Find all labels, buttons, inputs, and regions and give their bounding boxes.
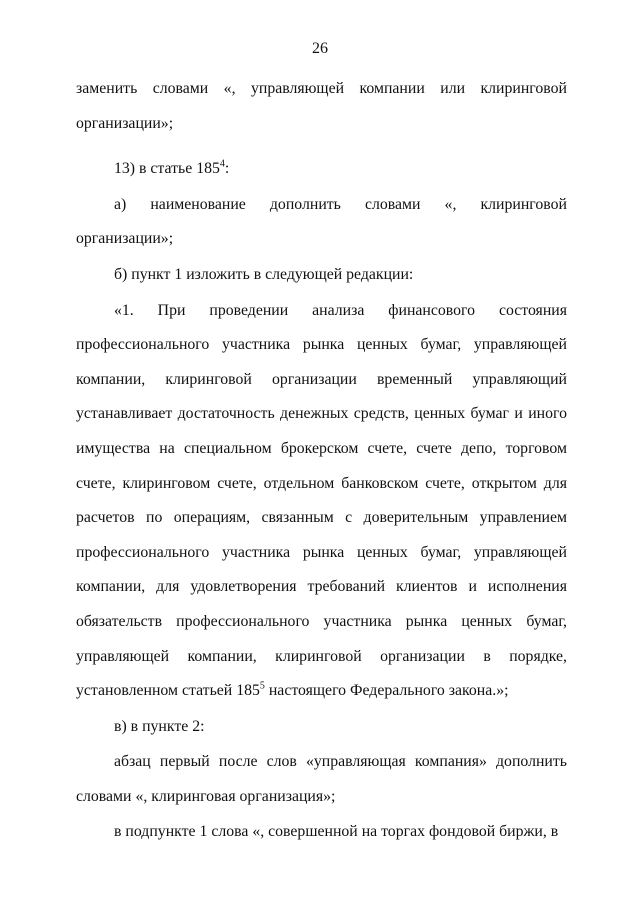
paragraph-5-superscript: 5	[259, 680, 265, 692]
paragraph-5-text: «1. При проведении анализа финансового состояния профессионального участника рынка ценных бумаг, управляющей компании, клиринговой организации временный управляющий устанавливает достаточность денежных средств, ценных бумаг и иного имущества на специальном брокерском счете, счете депо, торговом счете, клиринговом счете, отдельном банковском счете, открытом для расчетов по операциям, связанным с доверительным управлением профессионального участника рынка ценных бумаг, управляющей компании, для удовлетворения требований клиентов и исполнения обязательств профессионального участника рынка ценных бумаг, управляющей компании, клиринговой организации в порядке, установленном статьей 185	[76, 301, 567, 700]
paragraph-6: в) в пункте 2:	[114, 717, 205, 735]
paragraph-2-superscript: 4	[219, 158, 225, 170]
paragraph-5-tail: настоящего Федерального закона.»;	[264, 682, 509, 700]
paragraph-8: в подпункте 1 слова «, совершенной на торгах фондовой биржи, в	[114, 823, 559, 841]
paragraph-1: заменить словами «, управляющей компании или клиринговой организации»;	[76, 80, 567, 132]
paragraph-7: абзац первый после слов «управляющая компания» дополнить словами «, клиринговая организация»;	[76, 753, 567, 805]
paragraph-2-tail: :	[224, 160, 230, 178]
page-number: 26	[312, 40, 328, 57]
paragraph-3: а) наименование дополнить словами «, клиринговой организации»;	[76, 195, 567, 248]
paragraph-2	[76, 152, 567, 187]
document-body	[76, 72, 567, 850]
paragraph-4: б) пункт 1 изложить в следующей редакции:	[114, 265, 414, 283]
paragraph-5	[76, 294, 567, 709]
paragraph-2-text: 13) в статье 185	[114, 160, 220, 178]
